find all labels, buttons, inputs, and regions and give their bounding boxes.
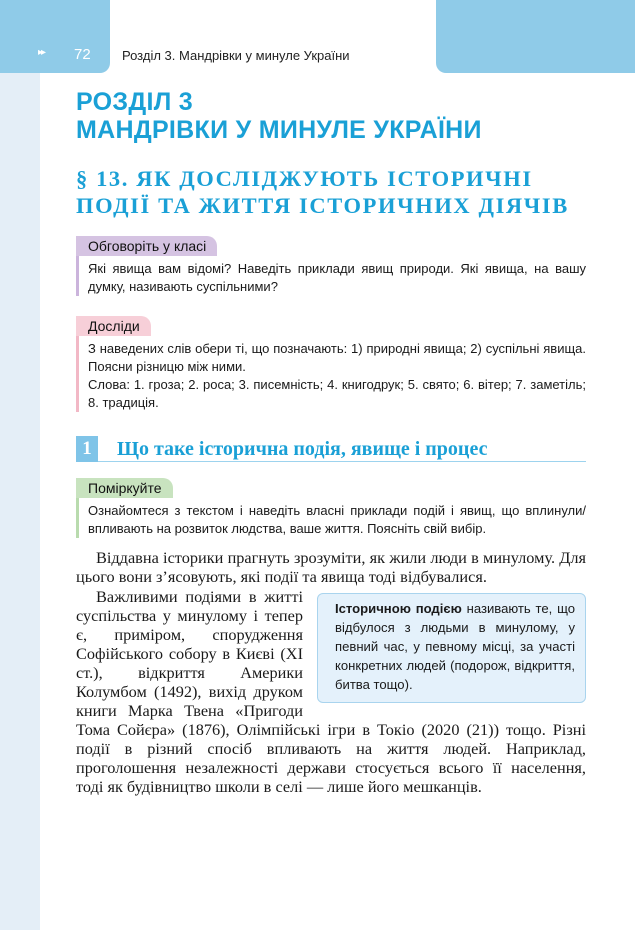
research-box [76,316,586,412]
discuss-text: Які явища вам відомі? Наведіть приклади явищ природи. Які явища, на вашу думку, називають суспільними? [76,256,586,296]
body-paragraph-2-text: Важливими подіями в житті суспільства у минулому і тепер є, приміром, спорудження Софійського собору в Києві (XI ст.), відкриття Америки Колумбом (1492), вихід друком книги Марка Твена «Пригоди Тома Сойєра» (1876), Олімпійські ігри в Токіо (2020 (21)) тощо. Різні події в різний спосіб впливають на життя людей. Наприклад, проголошення незалежності держави стосується всього її населення, тоді як будівництво школи в селі — лише його мешканців. [76,587,586,796]
chapter-title-line-2: МАНДРІВКИ У МИНУЛЕ УКРАЇНИ [76,116,482,144]
paragraph-title [76,165,596,219]
research-task-text: З наведених слів обери ті, що позначають: 1) природні явища; 2) суспільні явища. Поясни різницю між ними. [88,341,586,374]
think-box [76,478,586,538]
discuss-in-class-box [76,236,586,296]
definition-box [317,593,586,703]
body-paragraph-2 [76,587,586,796]
main-text [76,548,586,796]
discuss-label: Обговоріть у класі [76,236,217,256]
research-label: Досліди [76,316,151,336]
left-margin-bar [0,0,40,930]
section-number: 1 [76,436,98,462]
research-words-text: Слова: 1. гроза; 2. роса; 3. писемність; 4. книгодрук; 5. свято; 6. вітер; 7. заметіль; 8. традиція. [88,377,586,410]
double-arrow-icon: ▸▸ [38,47,45,58]
paragraph-title-line-2: ПОДІЇ ТА ЖИТТЯ ІСТОРИЧНИХ ДІЯЧІВ [76,193,569,218]
section-underline [98,461,586,462]
definition-text: називають те, що відбулося з людьми в минулому, у певний час, у певному місці, за участі конкретних людей (подорож, відкриття, битва тощо). [335,601,575,692]
chapter-title-line-1: РОЗДІЛ 3 [76,88,193,116]
header-page-tab [0,0,110,73]
chapter-title [76,88,482,144]
running-title: Розділ 3. Мандрівки у минуле України [122,48,350,63]
definition-term: Історичною подією [335,601,462,616]
section-title: Що таке історична подія, явище і процес [117,438,488,460]
think-label: Поміркуйте [76,478,173,498]
paragraph-title-line-1: § 13. ЯК ДОСЛІДЖУЮТЬ ІСТОРИЧНІ [76,166,533,191]
think-text: Ознайомтеся з текстом і наведіть власні приклади подій і явищ, що вплинули/впливають на розвиток людства, ваше життя. Поясніть свій вибір. [76,498,586,538]
body-paragraph-1: Віддавна історики прагнуть зрозуміти, як жили люди в минулому. Для цього вони з’ясовують, які події та явища тоді відбувалися. [76,548,586,586]
page-number: 72 [74,46,91,63]
research-body [76,336,586,412]
header-right-tab [436,0,635,73]
